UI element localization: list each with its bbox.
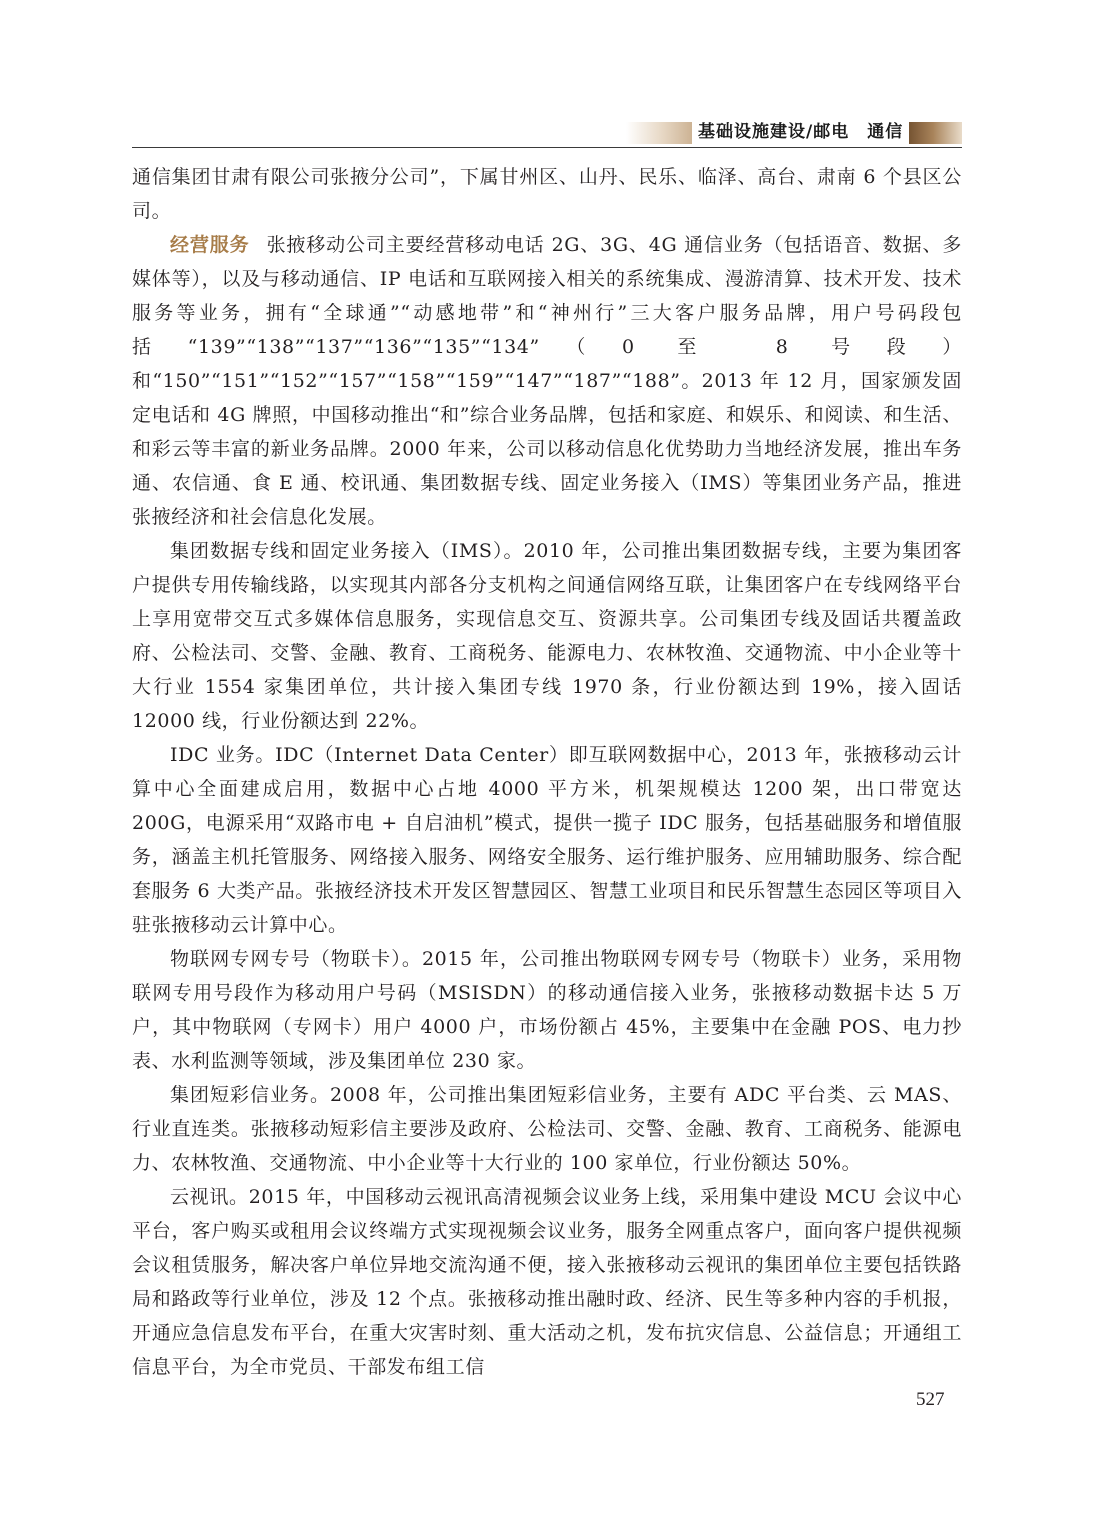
paragraph-text: 通信集团甘肃有限公司张掖分公司”，下属甘州区、山丹、民乐、临泽、高台、肃南 6 个县区公司。 bbox=[132, 166, 962, 222]
page-number: 527 bbox=[916, 1389, 945, 1410]
paragraph-text: 张掖移动公司主要经营移动电话 2G、3G、4G 通信业务（包括语音、数据、多媒体等），以及与移动通信、IP 电话和互联网接入相关的系统集成、漫游清算、技术开发、技术服务等业务，拥有“全球通”“动感地带”和“神州行”三大客户服务品牌，用户号码段包括“139”“138”“137”“136”“135”“134”（0 至 8 号段）和“150”“151”“152”“157”“158”“159”“147”“187”“188”。2013 年 12 月，国家颁发固定电话和 4G 牌照，中国移动推出“和”综合业务品牌，包括和家庭、和娱乐、和阅读、和生活、和彩云等丰富的新业务品牌。2000 年来，公司以移动信息化优势助力当地经济发展，推出车务通、农信通、食 E 通、校讯通、集团数据专线、固定业务接入（IMS）等集团业务产品，推进张掖经济和社会信息化发展。 bbox=[132, 234, 962, 528]
paragraph-idc bbox=[132, 738, 962, 942]
section-title: 基础设施建设/邮电 通信 bbox=[692, 120, 909, 144]
paragraph-text: 集团短彩信业务。2008 年，公司推出集团短彩信业务，主要有 ADC 平台类、云 MAS、行业直连类。张掖移动短彩信主要涉及政府、公检法司、交警、金融、教育、工商税务、能源电力、农林牧渔、交通物流、中小企业等十大行业的 100 家单位，行业份额达 50%。 bbox=[132, 1084, 962, 1174]
paragraph-lead-heading: 经营服务 bbox=[170, 234, 250, 256]
paragraph-cloud-video bbox=[132, 1180, 962, 1384]
header-rule bbox=[132, 147, 962, 148]
paragraph-text: 云视讯。2015 年，中国移动云视讯高清视频会议业务上线，采用集中建设 MCU 会议中心平台，客户购买或租用会议终端方式实现视频会议业务，服务全网重点客户，面向客户提供视频会议租赁服务，解决客户单位异地交流沟通不便，接入张掖移动云视讯的集团单位主要包括铁路局和路政等行业单位，涉及 12 个点。张掖移动推出融时政、经济、民生等多种内容的手机报，开通应急信息发布平台，在重大灾害时刻、重大活动之机，发布抗灾信息、公益信息；开通组工信息平台，为全市党员、干部发布组工信 bbox=[132, 1186, 962, 1378]
paragraph-business-services bbox=[132, 228, 962, 534]
paragraph-text: IDC 业务。IDC（Internet Data Center）即互联网数据中心，2013 年，张掖移动云计算中心全面建成启用，数据中心占地 4000 平方米，机架规模达 1200 架，出口带宽达 200G，电源采用“双路市电 + 自启油机”模式，提供一揽子 IDC 服务，包括基础服务和增值服务，涵盖主机托管服务、网络接入服务、网络安全服务、运行维护服务、应用辅助服务、综合配套服务 6 大类产品。张掖经济技术开发区智慧园区、智慧工业项目和民乐智慧生态园区等项目入驻张掖移动云计算中心。 bbox=[132, 744, 962, 936]
paragraph-text: 物联网专网专号（物联卡）。2015 年，公司推出物联网专网专号（物联卡）业务，采用物联网专用号段作为移动用户号码（MSISDN）的移动通信接入业务，张掖移动数据卡达 5 万户，其中物联网（专网卡）用户 4000 户，市场份额占 45%，主要集中在金融 POS、电力抄表、水利监测等领域，涉及集团单位 230 家。 bbox=[132, 948, 962, 1072]
header-decor-bar-right bbox=[904, 122, 962, 144]
paragraph-sms bbox=[132, 1078, 962, 1180]
paragraph-iot-card bbox=[132, 942, 962, 1078]
paragraph-text: 集团数据专线和固定业务接入（IMS）。2010 年，公司推出集团数据专线，主要为集团客户提供专用传输线路，以实现其内部各分支机构之间通信网络互联，让集团客户在专线网络平台上享用宽带交互式多媒体信息服务，实现信息交互、资源共享。公司集团专线及固话共覆盖政府、公检法司、交警、金融、教育、工商税务、能源电力、农林牧渔、交通物流、中小企业等十大行业 1554 家集团单位，共计接入集团专线 1970 条，行业份额达到 19%，接入固话 12000 线，行业份额达到 22%。 bbox=[132, 540, 962, 732]
paragraph-continuation bbox=[132, 160, 962, 228]
body-text bbox=[132, 160, 962, 1384]
paragraph-dedicated-line bbox=[132, 534, 962, 738]
running-header bbox=[132, 118, 962, 146]
